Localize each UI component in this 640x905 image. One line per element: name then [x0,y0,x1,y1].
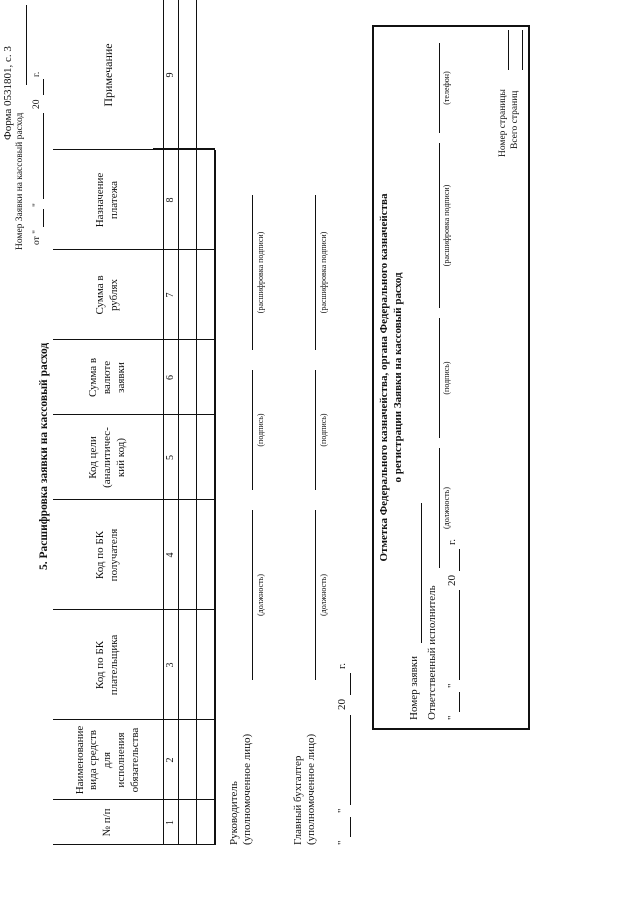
request-quote: " [32,203,42,207]
treasury-decode-hint: (расшифровка подписи) [442,184,451,267]
treasury-executor-label: Ответственный исполнитель [426,585,438,720]
head-signature-field[interactable] [252,370,253,490]
col-header-number: № п/п [101,808,114,837]
date-year-prefix: 20 [336,699,348,710]
col-header-note: Примечание [100,43,115,107]
treasury-date-year-suffix: г. [446,538,458,545]
col-header-sum-rub: Сумма в рублях [94,275,120,315]
date-year-field[interactable] [350,673,351,695]
col-number-8: 8 [165,197,176,203]
table-row[interactable] [178,150,214,845]
treasury-signature-hint: (подпись) [442,361,451,395]
date-year-suffix: г. [336,662,348,669]
request-from-label: от " [32,229,42,245]
col-number-5: 5 [165,455,176,460]
treasury-title-2: о регистрации Заявки на кассовый расход [392,272,404,483]
page-number-field[interactable] [508,30,509,70]
col-number-3: 3 [165,662,176,668]
section-title: 5. Расшифровка заявки на кассовый расход [38,342,50,570]
treasury-date-month-field[interactable] [459,590,460,680]
treasury-position-hint: (должность) [442,487,451,529]
request-number-field[interactable] [26,5,27,85]
col-number-4: 4 [165,552,176,558]
col-number-9: 9 [165,72,176,78]
treasury-title-1: Отметка Федерального казначейства, органа Федерального казначейства [378,193,390,562]
col-header-recipient-code: Код по БК получателя [94,528,120,582]
request-day-field[interactable] [43,209,44,227]
total-pages-field[interactable] [522,30,523,70]
accountant-label: Главный бухгалтер (уполномоченное лицо) [292,733,318,845]
treasury-date-day-field[interactable] [459,692,460,712]
request-year-prefix: 20 [32,99,42,109]
date-day-field[interactable] [350,817,351,837]
total-pages-label: Всего страниц [510,90,520,149]
date-close-quote: " [336,808,348,813]
head-position-field[interactable] [252,510,253,680]
head-position-hint: (должность) [256,574,265,616]
treasury-position-field[interactable] [439,448,440,568]
date-open-quote: " [336,840,348,845]
page-number-label: Номер страницы [498,89,508,157]
treasury-signature-field[interactable] [439,318,440,438]
treasury-date-open-quote: " [446,715,458,720]
treasury-number-label: Номер заявки [408,655,420,720]
request-year-field[interactable] [43,79,44,95]
treasury-phone-hint: (телефон) [442,71,451,105]
col-header-purpose-code: Код цели (аналитичес-кий код) [87,427,127,488]
accountant-signature-field[interactable] [315,370,316,490]
col-number-1: 1 [165,820,176,825]
col-number-6: 6 [165,375,176,380]
accountant-decode-hint: (расшифровка подписи) [319,231,328,314]
form-id: Форма 0531801, с. 3 [2,46,14,140]
treasury-phone-field[interactable] [439,43,440,133]
request-year-suffix: г. [32,71,42,77]
treasury-decode-field[interactable] [439,143,440,308]
treasury-date-close-quote: " [446,683,458,688]
col-number-2: 2 [165,757,176,763]
col-header-sum-currency: Сумма в валюте заявки [87,357,127,398]
accountant-signature-hint: (подпись) [319,413,328,447]
decoding-table [53,0,215,845]
treasury-date-year-prefix: 20 [446,575,458,586]
accountant-decode-field[interactable] [315,195,316,350]
col-header-payer-code: Код по БК плательщика [94,634,120,696]
treasury-date-year-field[interactable] [459,549,460,571]
col-header-fund-type: Наименование вида средств для исполнения обязательства [73,725,141,795]
request-month-field[interactable] [43,113,44,199]
request-number-label: Номер Заявки на кассовый расход [15,112,25,250]
head-decode-hint: (расшифровка подписи) [256,231,265,314]
head-label: Руководитель (уполномоченное лицо) [228,733,254,845]
accountant-position-hint: (должность) [319,574,328,616]
treasury-number-field[interactable] [421,503,422,643]
accountant-position-field[interactable] [315,510,316,680]
col-number-7: 7 [165,292,176,298]
head-decode-field[interactable] [252,195,253,350]
head-signature-hint: (подпись) [256,413,265,447]
date-month-field[interactable] [350,715,351,805]
col-header-payment-purpose: Назначение платежа [94,172,120,228]
